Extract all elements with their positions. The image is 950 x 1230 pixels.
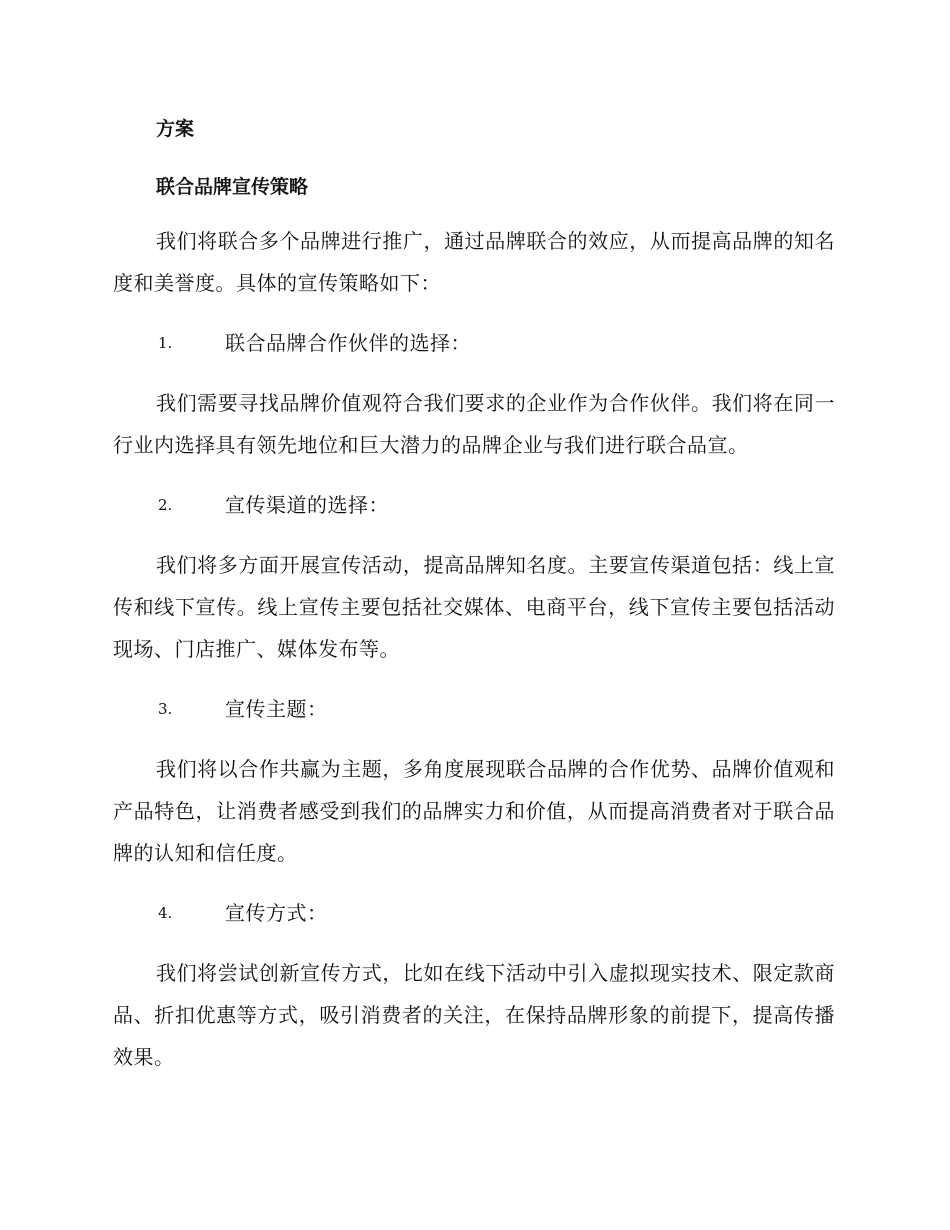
section-body-3: 我们将以合作共赢为主题，多角度展现联合品牌的合作优势、品牌价值观和产品特色，让消费者感受到我们的品牌实力和价值，从而提高消费者对于联合品牌的认知和信任度。 <box>113 757 835 865</box>
document-subtitle: 联合品牌宣传策略 <box>156 176 309 198</box>
section-heading-1 <box>113 322 835 364</box>
section-label: 联合品牌合作伙伴的选择： <box>225 331 471 355</box>
section-number: 4. <box>158 904 173 922</box>
document-page <box>113 108 835 1096</box>
section-heading-4 <box>113 892 835 934</box>
section-number: 1. <box>158 334 173 352</box>
section-heading-3 <box>113 688 835 730</box>
section-body-2: 我们将多方面开展宣传活动，提高品牌知名度。主要宣传渠道包括：线上宣传和线下宣传。线上宣传主要包括社交媒体、电商平台，线下宣传主要包括活动现场、门店推广、媒体发布等。 <box>113 553 835 661</box>
intro-paragraph: 我们将联合多个品牌进行推广，通过品牌联合的效应，从而提高品牌的知名度和美誉度。具体的宣传策略如下： <box>113 229 835 295</box>
document-title: 方案 <box>156 118 195 140</box>
section-label: 宣传方式： <box>225 901 328 925</box>
section-heading-2 <box>113 484 835 526</box>
section-number: 3. <box>158 700 173 718</box>
section-body-1: 我们需要寻找品牌价值观符合我们要求的企业作为合作伙伴。我们将在同一行业内选择具有领先地位和巨大潜力的品牌企业与我们进行联合品宣。 <box>113 391 835 457</box>
section-number: 2. <box>158 496 173 514</box>
section-body-4: 我们将尝试创新宣传方式，比如在线下活动中引入虚拟现实技术、限定款商品、折扣优惠等方式，吸引消费者的关注，在保持品牌形象的前提下，提高传播效果。 <box>113 961 835 1069</box>
section-label: 宣传渠道的选择： <box>225 493 389 517</box>
section-label: 宣传主题： <box>225 697 328 721</box>
